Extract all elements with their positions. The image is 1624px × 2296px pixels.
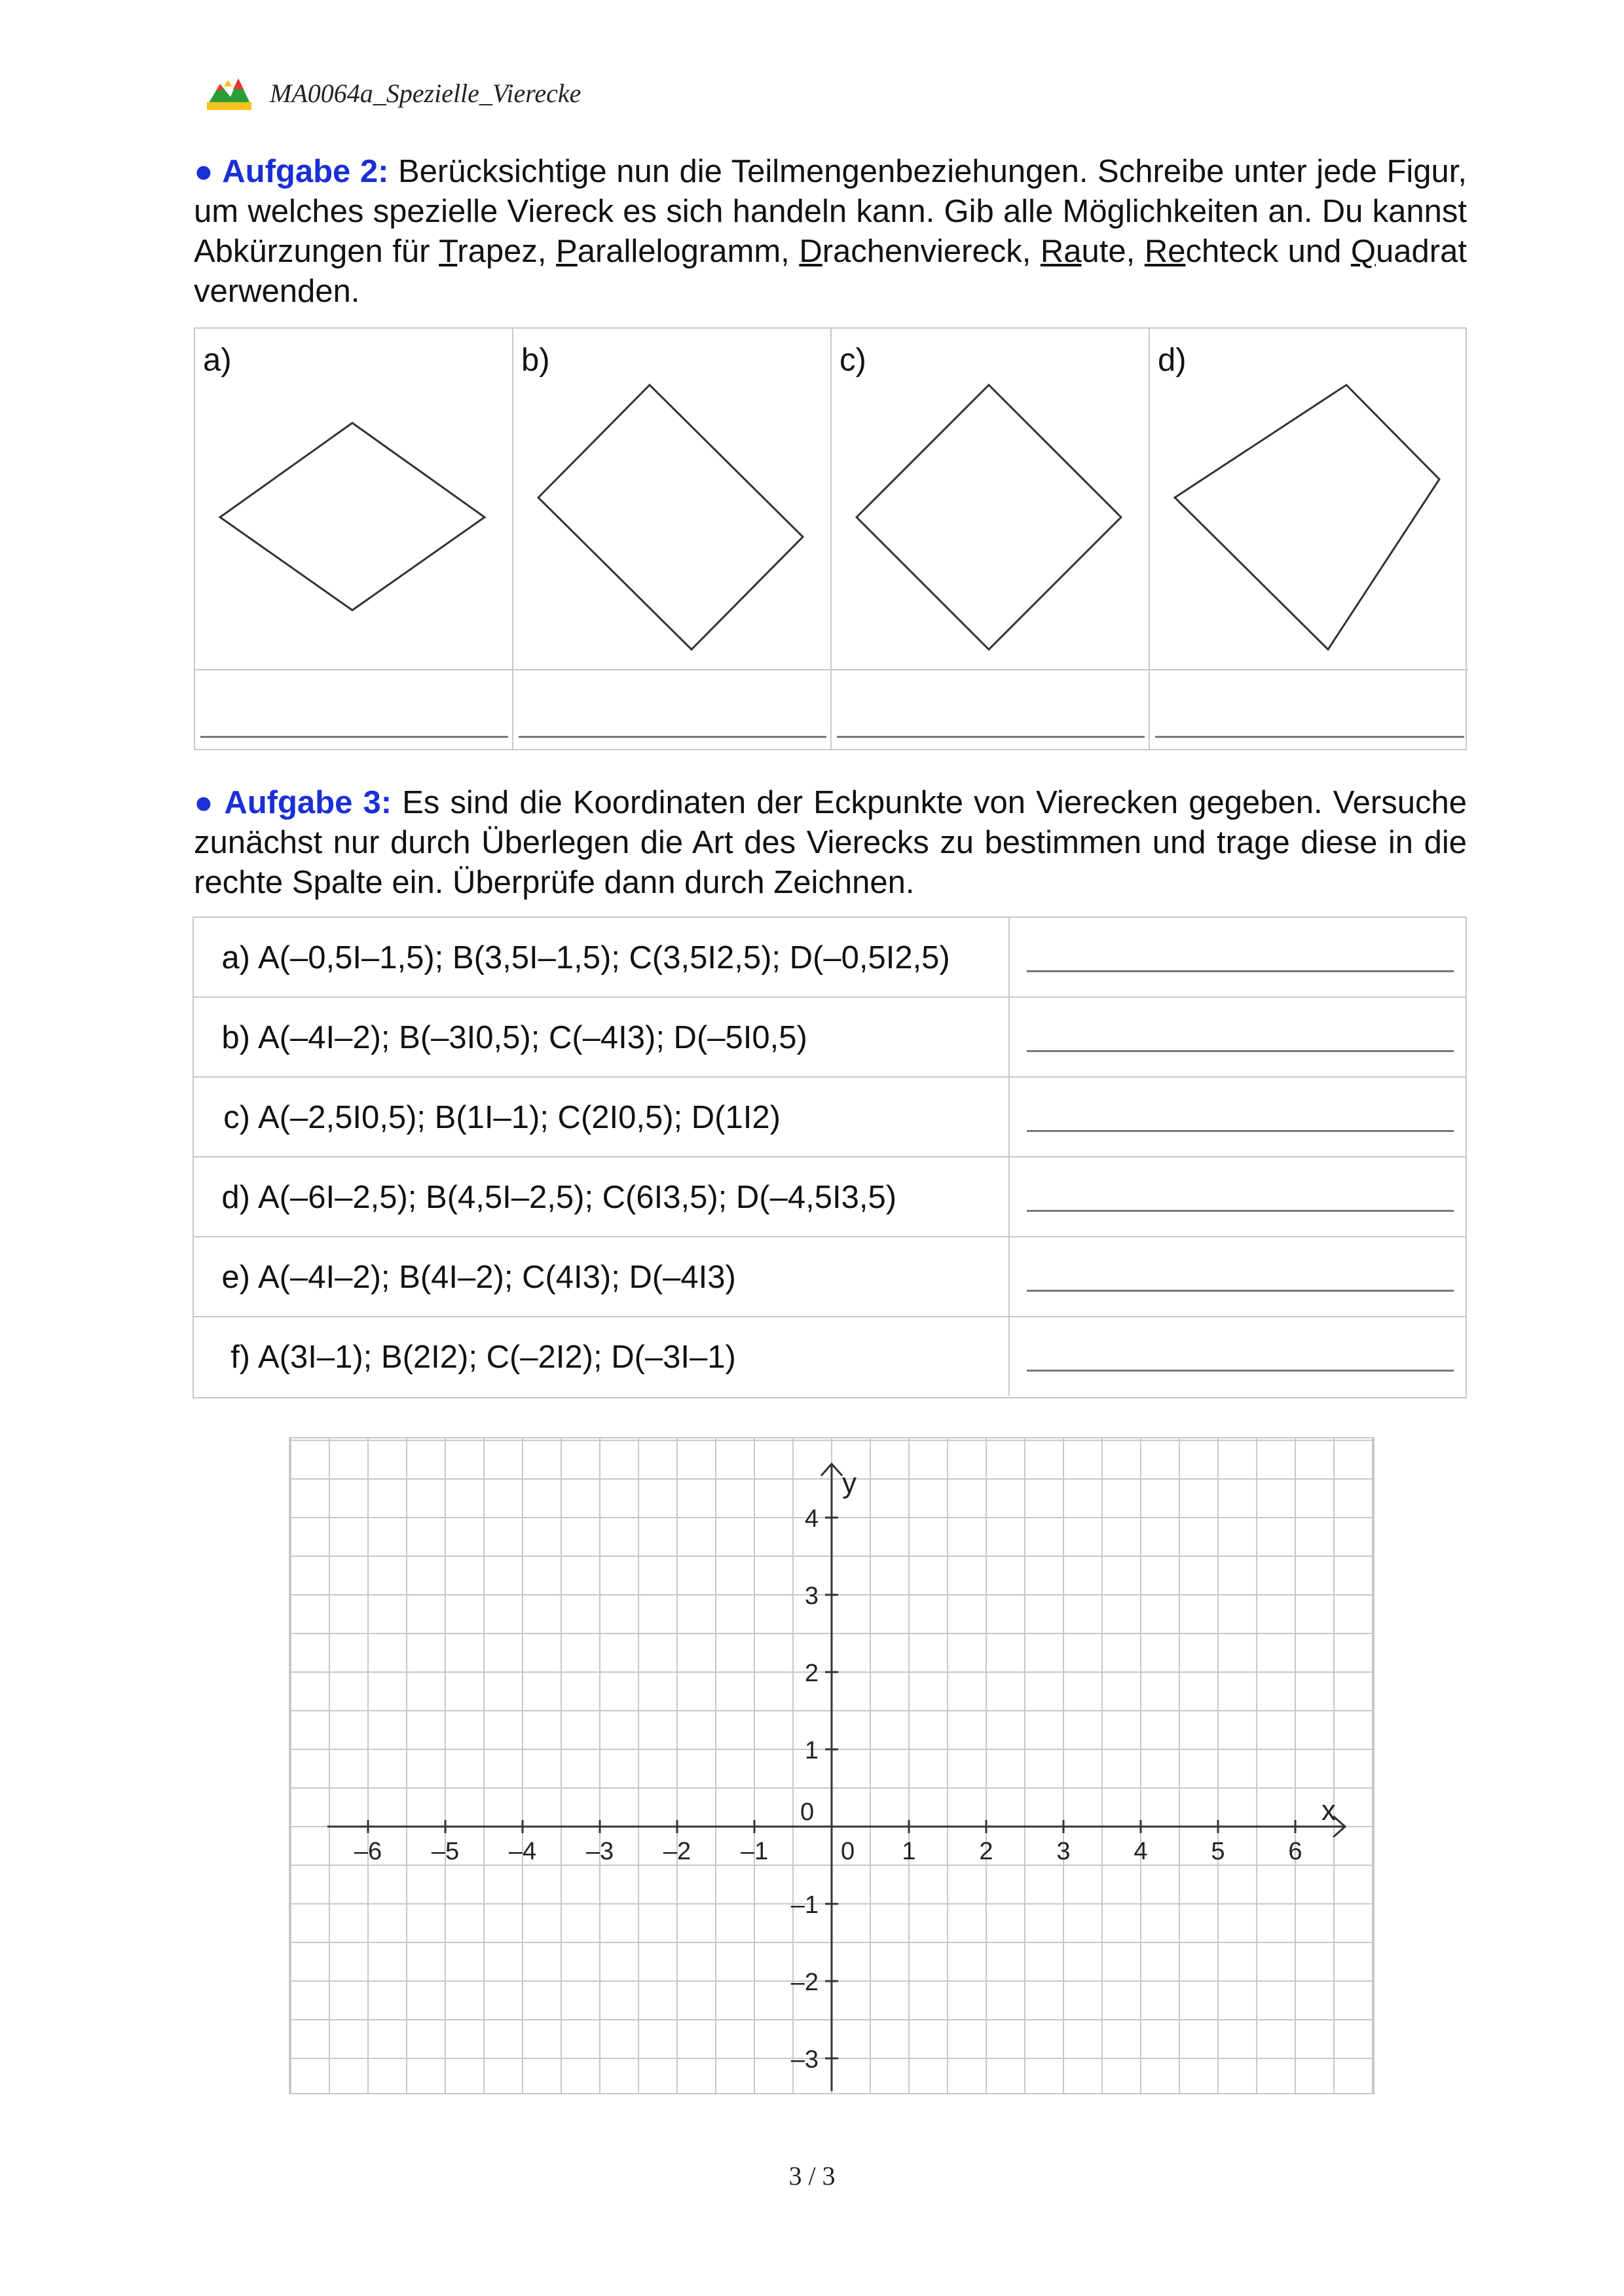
table-row (194, 1317, 1466, 1397)
abbr-trapez-rest: rapez, (457, 234, 557, 269)
x-axis-label: x (1321, 1795, 1336, 1827)
x-tick-label: 4 (1134, 1838, 1148, 1865)
x-tick-label: –6 (354, 1838, 382, 1865)
abbr-quadrat: Q (1350, 234, 1376, 269)
coords-cell (210, 1237, 1002, 1317)
answer-cell[interactable] (1008, 1317, 1468, 1396)
row-letter: a) (221, 940, 250, 975)
row-coordinates: A(3I–1); B(2I2); C(–2I2); D(–3I–1) (258, 1339, 736, 1375)
x-tick-label: 6 (1288, 1838, 1302, 1865)
coords-cell (210, 1157, 1002, 1237)
row-coordinates: A(–6I–2,5); B(4,5I–2,5); C(6I3,5); D(–4,5I3,5) (258, 1180, 897, 1215)
answer-cell[interactable] (1008, 1237, 1468, 1316)
y-tick-label: 4 (804, 1505, 819, 1533)
figure-cell-c (832, 329, 1150, 749)
y-tick-label: 1 (804, 1737, 819, 1764)
table-row (194, 1078, 1466, 1157)
abbr-rechteck: Re (1144, 234, 1186, 269)
answer-line (1027, 1290, 1454, 1292)
answer-line (837, 736, 1145, 738)
document-title: MA0064a_Spezielle_Vierecke (270, 78, 581, 108)
x-tick-label: –3 (585, 1838, 614, 1865)
answer-line (1027, 1050, 1454, 1052)
y-tick-label: 3 (804, 1582, 819, 1610)
rectangle-figure (513, 329, 832, 669)
answer-cell[interactable] (1008, 1078, 1468, 1156)
coordinate-grid[interactable] (288, 1427, 1375, 2098)
origin-label: 0 (800, 1798, 815, 1826)
abbr-quadrat-rest: uadrat verwenden. (194, 234, 1467, 309)
figure-cell-d (1150, 329, 1468, 749)
answer-cell[interactable] (1008, 918, 1468, 996)
mountain-logo-icon (204, 73, 254, 113)
x-tick-label: 5 (1211, 1838, 1225, 1865)
answer-line (1155, 736, 1464, 738)
abbr-drachenviereck-rest: rachenviereck, (822, 234, 1041, 269)
coordinate-system[interactable] (288, 1427, 1375, 2095)
figure-label: a) (203, 342, 232, 378)
abbr-raute: Ra (1040, 234, 1082, 269)
x-tick-label: 1 (902, 1838, 916, 1865)
document-header (204, 73, 581, 113)
figure-label: c) (840, 342, 866, 378)
x-tick-label: –5 (431, 1838, 460, 1865)
abbr-rechteck-rest: chteck und (1185, 234, 1351, 269)
table-row (194, 998, 1466, 1078)
answer-area[interactable] (1150, 669, 1468, 750)
y-axis-label: y (842, 1467, 857, 1499)
task-3-text: Es sind die Koordinaten der Eckpunkte von Vierecken gegeben. Versuche zunächst nur durch Überlegen die Art des Vierecks zu bestimmen und trage diese in die rechte Spalte ein. Überprüfe dann durch Zeichnen. (194, 785, 1467, 900)
rhombus-figure (195, 329, 513, 669)
answer-line (1027, 970, 1454, 972)
task-2-text: Berücksichtige nun die Teilmengenbeziehungen. Schreibe unter jede Figur, um welches spezielle Viereck es sich handeln kann. Gib alle Möglichkeiten an. Du kannst Abkürzungen für (194, 154, 1467, 269)
row-letter: e) (221, 1260, 250, 1295)
task-2-instructions (194, 152, 1467, 312)
square-figure (832, 329, 1150, 669)
x-tick-label: 3 (1056, 1838, 1071, 1865)
x-tick-label: –4 (508, 1838, 537, 1865)
table-row (194, 918, 1466, 998)
kite-figure (1150, 329, 1468, 669)
answer-line (200, 736, 508, 738)
row-coordinates: A(–4I–2); B(–3I0,5); C(–4I3); D(–5I0,5) (258, 1020, 807, 1055)
answer-cell[interactable] (1008, 1157, 1468, 1236)
answer-line (1027, 1210, 1454, 1212)
figure-cell-a (195, 329, 513, 749)
y-tick-label: –3 (790, 2046, 819, 2073)
table-row (194, 1157, 1466, 1237)
abbr-trapez: T (439, 234, 458, 269)
coords-cell (210, 1317, 1002, 1397)
coords-cell (210, 1078, 1002, 1157)
page-number: 3 / 3 (788, 2161, 836, 2191)
answer-line (1027, 1130, 1454, 1132)
x-tick-label: –2 (663, 1838, 692, 1865)
row-coordinates: A(–0,5I–1,5); B(3,5I–1,5); C(3,5I2,5); D(–0,5I2,5) (258, 940, 950, 975)
abbr-drachenviereck: D (799, 234, 822, 269)
answer-area[interactable] (832, 669, 1149, 750)
figure-label: d) (1158, 342, 1187, 378)
x-tick-label: 2 (979, 1838, 993, 1865)
figure-label: b) (521, 342, 550, 378)
coordinates-table (193, 917, 1467, 1398)
y-tick-label: 2 (804, 1660, 819, 1687)
coords-cell (210, 998, 1002, 1078)
abbr-parallelogramm: P (556, 234, 578, 269)
abbr-raute-rest: ute, (1081, 234, 1145, 269)
figure-table (194, 327, 1467, 750)
row-letter: b) (221, 1020, 250, 1055)
y-tick-label: –1 (790, 1891, 819, 1919)
task-3-instructions (194, 783, 1467, 903)
task-3-label: ● Aufgabe 3: (194, 785, 392, 820)
abbr-parallelogramm-rest: arallelogramm, (577, 234, 800, 269)
answer-area[interactable] (195, 669, 512, 750)
row-letter: c) (223, 1100, 250, 1135)
coords-cell (210, 918, 1002, 998)
figure-cell-b (513, 329, 832, 749)
answer-line (519, 736, 826, 738)
x-tick-label: –1 (740, 1838, 769, 1865)
y-tick-label: –2 (790, 1969, 819, 1996)
table-row (194, 1237, 1466, 1317)
answer-area[interactable] (513, 669, 830, 750)
row-coordinates: A(–2,5I0,5); B(1I–1); C(2I0,5); D(1I2) (258, 1100, 781, 1135)
answer-cell[interactable] (1008, 998, 1468, 1076)
task-2-label: ● Aufgabe 2: (194, 154, 389, 189)
row-letter: f) (231, 1339, 250, 1375)
answer-line (1027, 1370, 1454, 1372)
row-coordinates: A(–4I–2); B(4I–2); C(4I3); D(–4I3) (258, 1260, 736, 1295)
origin-label: 0 (841, 1838, 855, 1865)
row-letter: d) (221, 1180, 250, 1215)
